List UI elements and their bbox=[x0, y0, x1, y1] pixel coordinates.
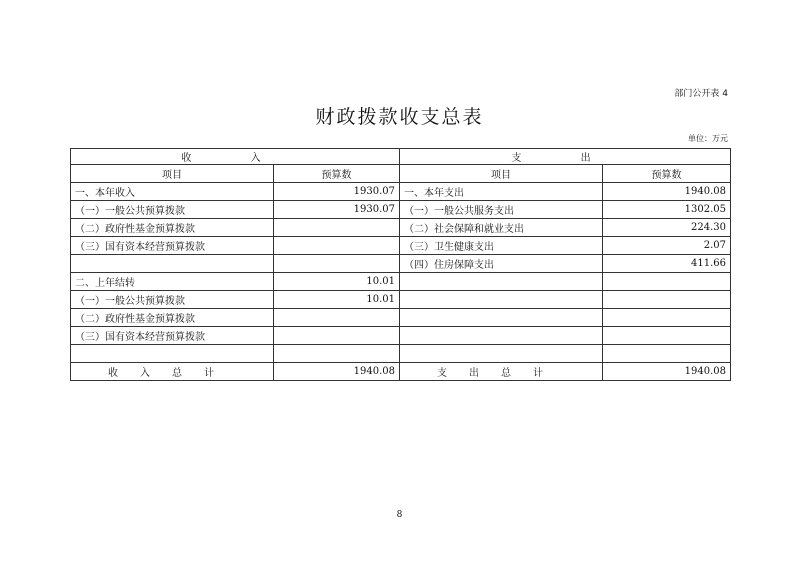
total-row bbox=[71, 363, 731, 381]
income-value: 1930.07 bbox=[274, 201, 400, 219]
income-value bbox=[274, 345, 400, 363]
income-item bbox=[71, 255, 274, 273]
col-item-income: 项目 bbox=[71, 165, 274, 183]
income-item: （二）政府性基金预算拨款 bbox=[71, 219, 274, 237]
expense-item: （四）住房保障支出 bbox=[400, 255, 603, 273]
unit-label: 单位：万元 bbox=[688, 134, 728, 143]
budget-table bbox=[70, 148, 731, 381]
expense-value bbox=[603, 327, 731, 345]
income-item: 一、本年收入 bbox=[71, 183, 274, 201]
expense-item: 一、本年支出 bbox=[400, 183, 603, 201]
expense-item bbox=[400, 273, 603, 291]
table-row bbox=[71, 183, 731, 201]
income-total-value: 1940.08 bbox=[274, 363, 400, 381]
expense-value bbox=[603, 309, 731, 327]
income-value bbox=[274, 237, 400, 255]
page-title: 财政拨款收支总表 bbox=[315, 106, 484, 128]
expense-value bbox=[603, 291, 731, 309]
income-value bbox=[274, 327, 400, 345]
income-value: 10.01 bbox=[274, 273, 400, 291]
col-item-expense: 项目 bbox=[400, 165, 603, 183]
income-value bbox=[274, 255, 400, 273]
expense-total-label: 支出总计 bbox=[400, 363, 603, 381]
table-row bbox=[71, 291, 731, 309]
table-row bbox=[71, 219, 731, 237]
expense-item bbox=[400, 345, 603, 363]
expense-value bbox=[603, 345, 731, 363]
expense-header: 支 出 bbox=[400, 149, 731, 165]
expense-value: 1940.08 bbox=[603, 183, 731, 201]
table-row bbox=[71, 309, 731, 327]
table-row bbox=[71, 345, 731, 363]
income-item: （三）国有资本经营预算拨款 bbox=[71, 237, 274, 255]
income-total-label: 收入总计 bbox=[71, 363, 274, 381]
table-tag: 部门公开表 4 bbox=[674, 89, 728, 99]
expense-item bbox=[400, 327, 603, 345]
income-item: （三）国有资本经营预算拨款 bbox=[71, 327, 274, 345]
table-row bbox=[71, 327, 731, 345]
table-row bbox=[71, 201, 731, 219]
income-item: （二）政府性基金预算拨款 bbox=[71, 309, 274, 327]
income-item: （一）一般公共预算拨款 bbox=[71, 201, 274, 219]
table-row bbox=[71, 255, 731, 273]
income-value: 1930.07 bbox=[274, 183, 400, 201]
income-header: 收 入 bbox=[71, 149, 400, 165]
income-item: 二、上年结转 bbox=[71, 273, 274, 291]
table-row bbox=[71, 273, 731, 291]
expense-item bbox=[400, 291, 603, 309]
expense-item: （一）一般公共服务支出 bbox=[400, 201, 603, 219]
income-value: 10.01 bbox=[274, 291, 400, 309]
income-value bbox=[274, 309, 400, 327]
expense-value: 411.66 bbox=[603, 255, 731, 273]
col-budget-expense: 预算数 bbox=[603, 165, 731, 183]
page-number: 8 bbox=[396, 510, 403, 520]
expense-total-value: 1940.08 bbox=[603, 363, 731, 381]
income-item bbox=[71, 345, 274, 363]
expense-item bbox=[400, 309, 603, 327]
income-value bbox=[274, 219, 400, 237]
income-item: （一）一般公共预算拨款 bbox=[71, 291, 274, 309]
col-budget-income: 预算数 bbox=[274, 165, 400, 183]
expense-item: （三）卫生健康支出 bbox=[400, 237, 603, 255]
expense-item: （二）社会保障和就业支出 bbox=[400, 219, 603, 237]
expense-value: 2.07 bbox=[603, 237, 731, 255]
expense-value bbox=[603, 273, 731, 291]
table-row bbox=[71, 237, 731, 255]
expense-value: 224.30 bbox=[603, 219, 731, 237]
expense-value: 1302.05 bbox=[603, 201, 731, 219]
